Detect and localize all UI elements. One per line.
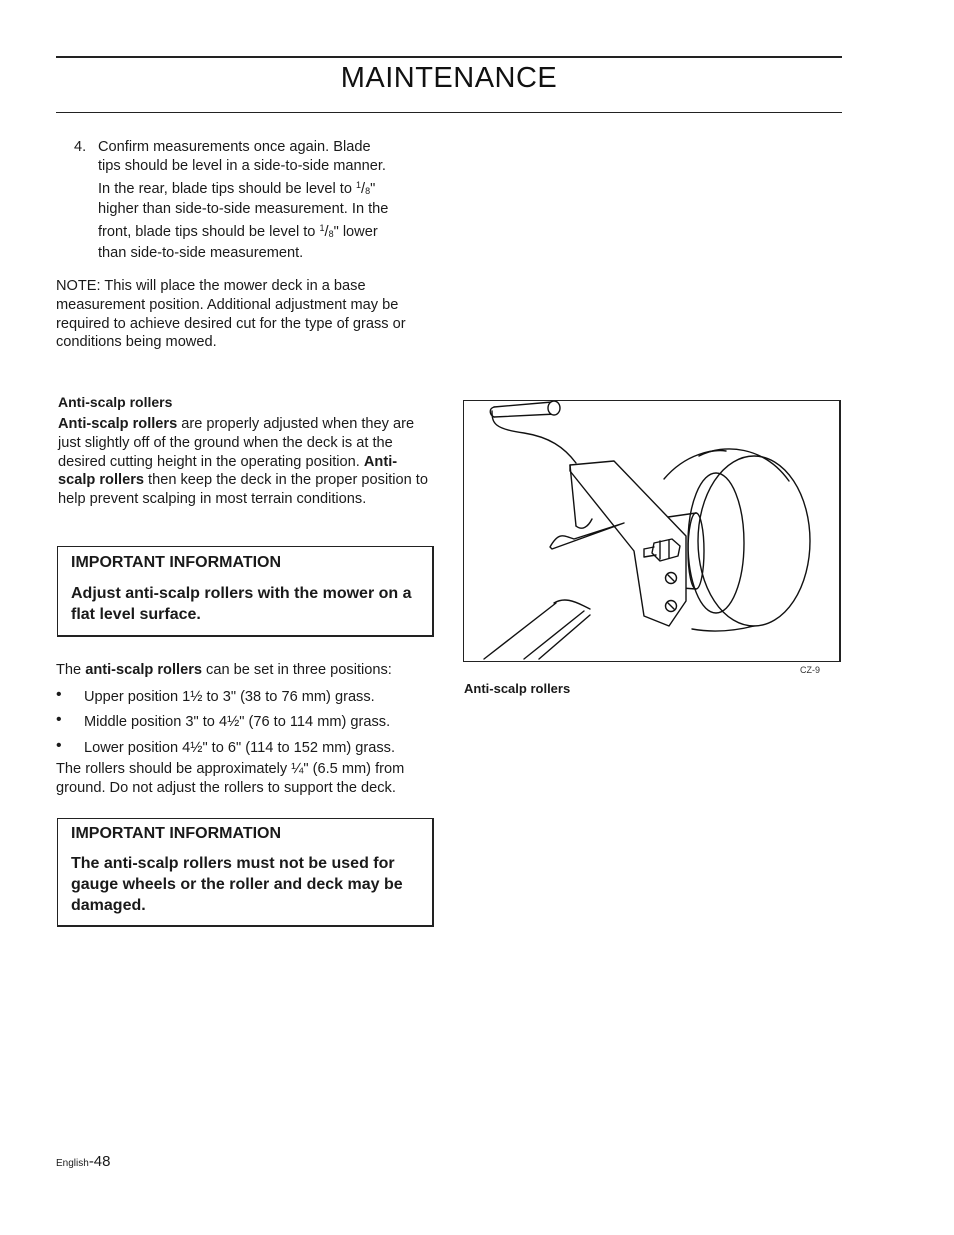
header-top-rule	[56, 56, 842, 58]
bullet-icon: •	[56, 711, 62, 728]
bullet-icon: •	[56, 737, 62, 754]
page-number: -48	[88, 1153, 111, 1170]
roller-drawing	[464, 401, 840, 661]
page-title: MAINTENANCE	[340, 62, 558, 94]
section-heading: Anti-scalp rollers	[58, 394, 173, 410]
important-text: Adjust anti-scalp rollers with the mower on a flat level surface.	[71, 585, 412, 623]
important-info-box-1	[57, 546, 434, 637]
note-paragraph: NOTE: This will place the mower deck in a base measurement position. Additional adjustment may be required to achieve desired cut for the type of grass or conditions being mowed.	[56, 278, 406, 351]
important-heading: IMPORTANT INFORMATION	[71, 825, 282, 842]
page-footer	[56, 1153, 111, 1170]
footer-language: English	[56, 1158, 89, 1169]
rollers-paragraph: The rollers should be approximately ¼" (6.5 mm) from ground. Do not adjust the rollers to support the deck.	[56, 761, 405, 796]
important-info-box-2	[57, 818, 434, 927]
positions-intro: The anti-scalp rollers can be set in three positions:	[56, 662, 392, 678]
anti-scalp-description: Anti-scalp rollers are properly adjusted when they are just slightly off of the ground when the deck is at the desired cutting height in the operating position. Anti-scalp rollers then keep the deck in the proper position to help prevent scalping in most terrain conditions.	[58, 416, 428, 508]
step-text: Confirm measurements once again. Blade tips should be level in a side-to-side manner. In the rear, blade tips should be level to $^1/_8$" higher than side-to-side measurement. In the front, blade tips should be level to $^1/_8$" lower than side-to-side measurement.	[98, 139, 389, 261]
figure-code: CZ-9	[800, 665, 820, 675]
anti-scalp-roller-illustration	[463, 400, 841, 662]
bullet-icon: •	[56, 686, 62, 703]
important-text: The anti-scalp rollers must not be used for gauge wheels or the roller and deck may be damaged.	[71, 855, 403, 914]
figure-caption: Anti-scalp rollers	[464, 681, 571, 696]
step-number: 4.	[74, 139, 87, 155]
important-heading: IMPORTANT INFORMATION	[71, 554, 282, 571]
header-bottom-rule	[56, 112, 842, 113]
